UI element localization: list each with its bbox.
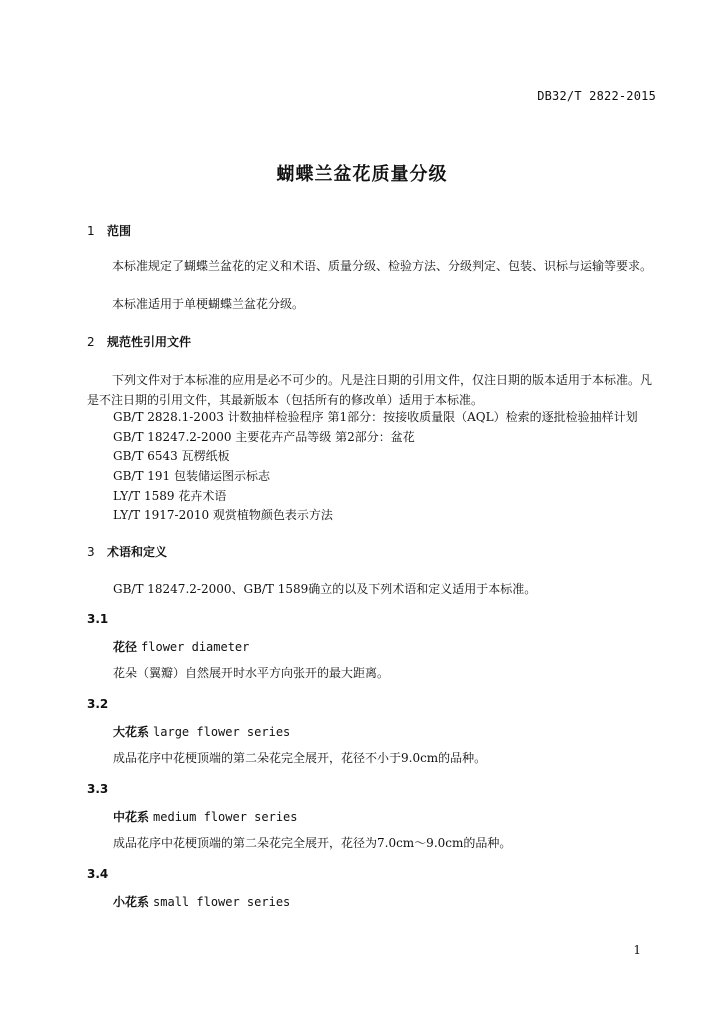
- term-english-name: large flower series: [153, 725, 291, 739]
- section-1-heading: [87, 222, 131, 239]
- section-2-number: 2: [87, 335, 95, 349]
- term-chinese-name: 大花系: [113, 725, 150, 739]
- document-title: 蝴蝶兰盆花质量分级: [276, 164, 448, 185]
- term-number: 3.2: [87, 697, 109, 711]
- section-3-title: 术语和定义: [107, 545, 168, 559]
- section-1-paragraph-1: 本标准规定了蝴蝶兰盆花的定义和术语、质量分级、检验方法、分级判定、包装、识标与运输等要求。: [112, 259, 653, 273]
- page-number: 1: [633, 943, 641, 957]
- reference-item: GB/T 191 包装储运图示标志: [113, 469, 270, 483]
- term-number: 3.4: [87, 867, 109, 881]
- section-3-number: 3: [87, 545, 95, 559]
- reference-item: LY/T 1917-2010 观赏植物颜色表示方法: [113, 508, 333, 522]
- reference-item: GB/T 18247.2-2000 主要花卉产品等级 第2部分：盆花: [113, 430, 415, 444]
- section-1-title: 范围: [107, 224, 132, 238]
- reference-item: GB/T 2828.1-2003 计数抽样检验程序 第1部分：按接收质量限（AQL）检索的逐批检验抽样计划: [113, 410, 638, 424]
- term-number: 3.1: [87, 612, 109, 626]
- term-chinese-name: 花径: [113, 640, 138, 654]
- term-english-name: medium flower series: [153, 810, 298, 824]
- term-definition: 成品花序中花梗顶端的第二朵花完全展开，花径不小于9.0cm的品种。: [113, 751, 487, 765]
- term-definition: 花朵（翼瓣）自然展开时水平方向张开的最大距离。: [113, 666, 390, 680]
- section-3-heading: [87, 543, 167, 560]
- term-definition: 成品花序中花梗顶端的第二朵花完全展开，花径为7.0cm～9.0cm的品种。: [113, 836, 512, 850]
- section-3-intro: GB/T 18247.2-2000、GB/T 1589确立的以及下列术语和定义适用于本标准。: [113, 582, 537, 596]
- term-heading: [113, 638, 249, 655]
- term-heading: [113, 893, 290, 910]
- term-english-name: flower diameter: [141, 640, 250, 654]
- standard-code: DB32/T 2822-2015: [537, 89, 656, 103]
- section-2-paragraph-1: 下列文件对于本标准的应用是必不可少的。凡是注日期的引用文件，仅注日期的版本适用于本标准。凡是不注日期的引用文件，其最新版本（包括所有的修改单）适用于本标准。: [87, 373, 653, 407]
- reference-item: LY/T 1589 花卉术语: [113, 489, 227, 503]
- term-number: 3.3: [87, 782, 109, 796]
- reference-item: GB/T 6543 瓦楞纸板: [113, 449, 230, 463]
- term-chinese-name: 小花系: [113, 895, 150, 909]
- section-1-paragraph-2: 本标准适用于单梗蝴蝶兰盆花分级。: [112, 297, 305, 311]
- section-2-heading: [87, 333, 191, 350]
- term-chinese-name: 中花系: [113, 810, 150, 824]
- term-english-name: small flower series: [153, 895, 291, 909]
- term-heading: [113, 808, 298, 825]
- section-1-number: 1: [87, 224, 95, 238]
- section-2-title: 规范性引用文件: [107, 335, 192, 349]
- term-heading: [113, 723, 290, 740]
